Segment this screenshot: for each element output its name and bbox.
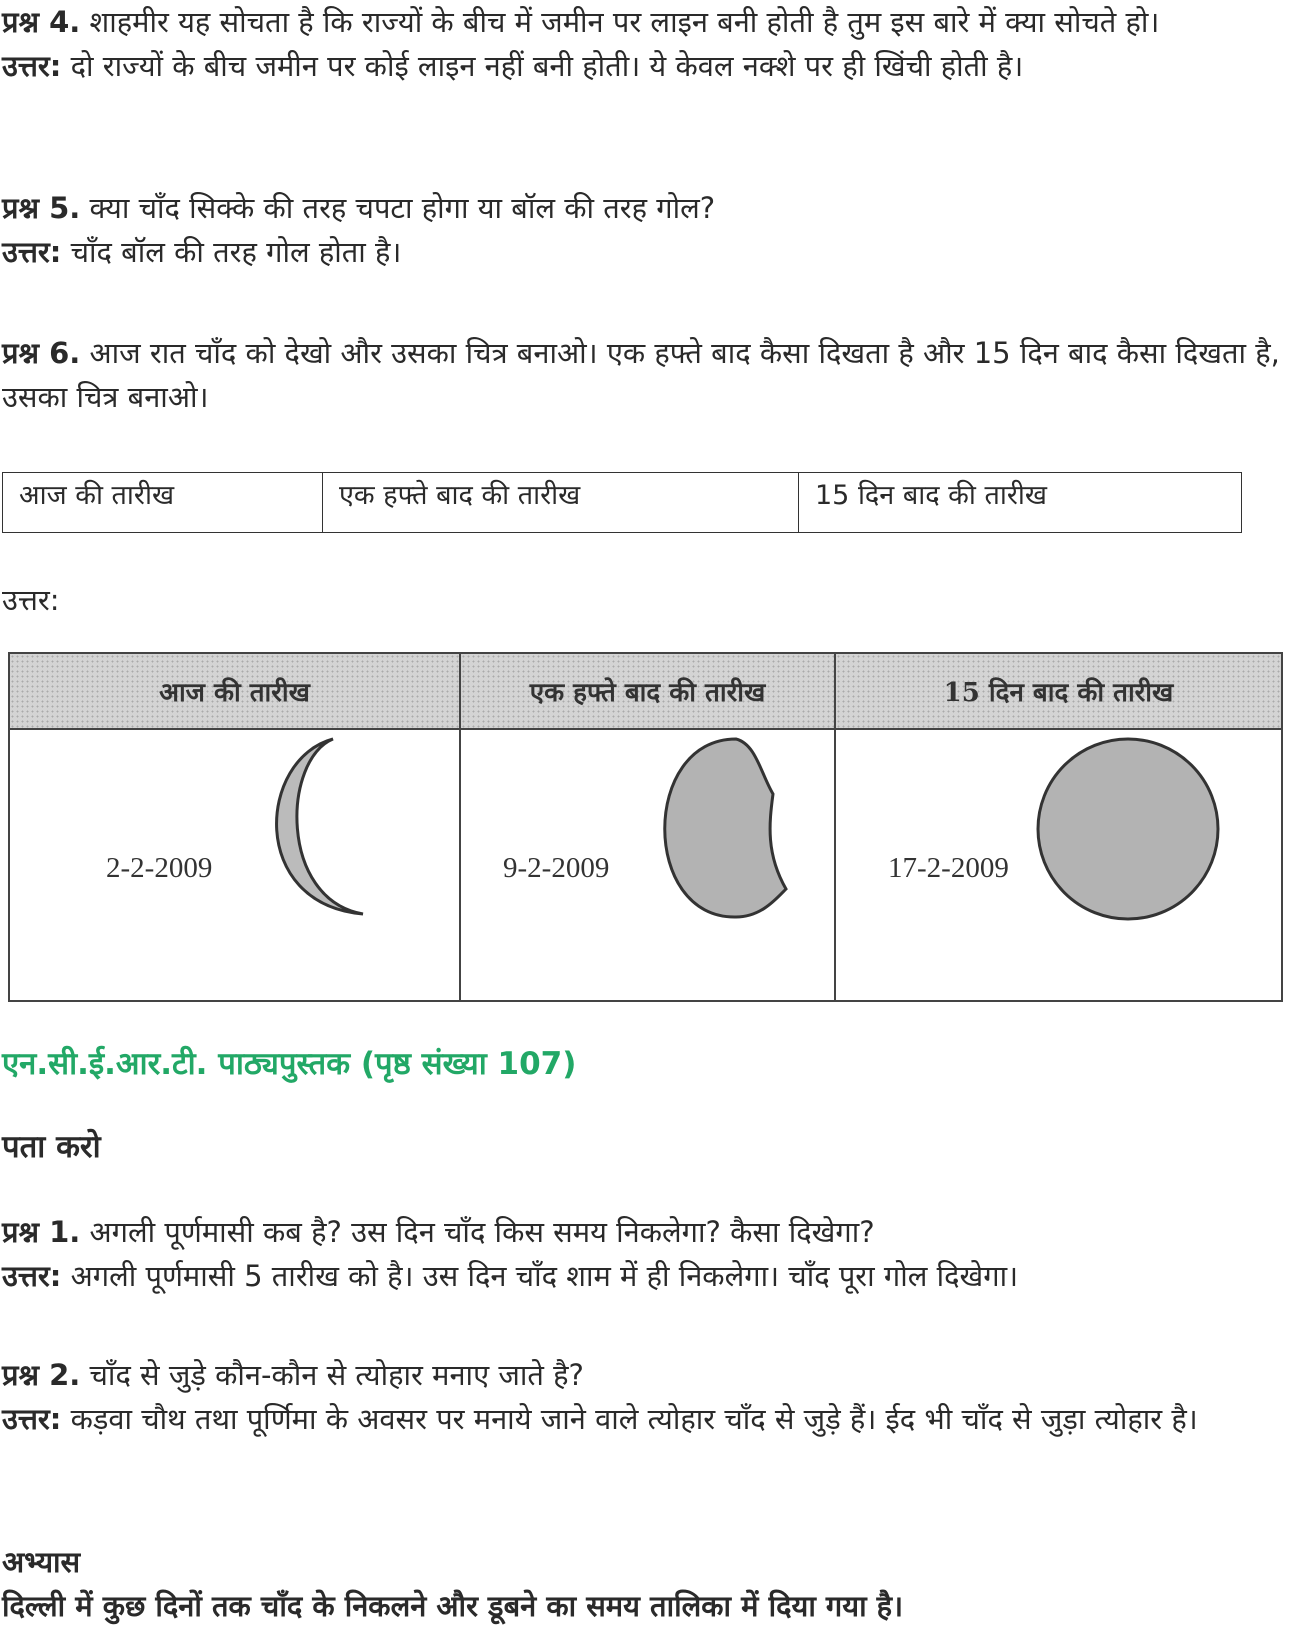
full-moon-icon — [1036, 734, 1226, 924]
date-label: 17-2-2009 — [888, 852, 1009, 884]
figure-column-week — [461, 654, 836, 1000]
moon-phase-figure — [8, 652, 1283, 1002]
question-label: प्रश्न 6. — [2, 336, 81, 370]
question-label: प्रश्न 1. — [2, 1215, 81, 1249]
question-4 — [2, 0, 1293, 88]
gibbous-moon-icon — [641, 734, 801, 924]
question-text: चाँद से जुड़े कौन-कौन से त्योहार मनाए जाते है? — [89, 1358, 584, 1392]
figure-header: 15 दिन बाद की तारीख — [836, 654, 1281, 730]
table-header-today: आज की तारीख — [3, 473, 323, 532]
question-text: क्या चाँद सिक्के की तरह चपटा होगा या बॉल की तरह गोल? — [89, 191, 716, 225]
answer-text: दो राज्यों के बीच जमीन पर कोई लाइन नहीं बनी होती। ये केवल नक्शे पर ही खिंची होती है। — [70, 49, 1024, 83]
exercise-text: दिल्ली में कुछ दिनों तक चाँद के निकलने और डूबने का समय तालिका में दिया गया है। — [2, 1589, 904, 1623]
question-label: प्रश्न 2. — [2, 1358, 81, 1392]
answer-label: उत्तर: — [2, 583, 60, 617]
answer-text: अगली पूर्णमासी 5 तारीख को है। उस दिन चाँद शाम में ही निकलेगा। चाँद पूरा गोल दिखेगा। — [70, 1259, 1019, 1293]
blank-date-table — [2, 472, 1242, 533]
question-text: अगली पूर्णमासी कब है? उस दिन चाँद किस समय निकलेगा? कैसा दिखेगा? — [89, 1215, 875, 1249]
date-label: 2-2-2009 — [106, 852, 213, 884]
question-text: शाहमीर यह सोचता है कि राज्यों के बीच में जमीन पर लाइन बनी होती है तुम इस बारे में क्या सोचते हो। — [89, 5, 1160, 39]
answer-text: चाँद बॉल की तरह गोल होता है। — [70, 235, 402, 269]
question-text: आज रात चाँद को देखो और उसका चित्र बनाओ। एक हफ्ते बाद कैसा दिखता है और 15 दिन बाद कैसा दिखता है, उसका चित्र बनाओ। — [2, 336, 1280, 414]
question-6 — [2, 331, 1293, 419]
date-label: 9-2-2009 — [503, 852, 610, 884]
answer-text: कड़वा चौथ तथा पूर्णिमा के अवसर पर मनाये जाने वाले त्योहार चाँद से जुड़े हैं। ईद भी चाँद से जुड़ा त्योहार है। — [70, 1402, 1198, 1436]
find-out-question-1 — [2, 1210, 1293, 1298]
question-5 — [2, 186, 1293, 274]
subheading: पता करो — [2, 1129, 101, 1165]
question-label: प्रश्न 5. — [2, 191, 81, 225]
answer-label: उत्तर: — [2, 1259, 62, 1293]
table-header-15days: 15 दिन बाद की तारीख — [815, 480, 1047, 511]
section-heading: एन.सी.ई.आर.टी. पाठ्यपुस्तक (पृष्ठ संख्या 107) — [2, 1046, 577, 1082]
figure-column-15days — [836, 654, 1281, 1000]
answer-label: उत्तर: — [2, 49, 62, 83]
answer-label: उत्तर: — [2, 1402, 62, 1436]
figure-header: आज की तारीख — [10, 654, 459, 730]
find-out-question-2 — [2, 1353, 1293, 1441]
answer-label: उत्तर: — [2, 235, 62, 269]
table-header-week: एक हफ्ते बाद की तारीख — [323, 473, 799, 532]
crescent-moon-icon — [238, 734, 378, 924]
figure-column-today — [10, 654, 461, 1000]
exercise-heading: अभ्यास — [2, 1545, 81, 1579]
question-label: प्रश्न 4. — [2, 5, 81, 39]
figure-header: एक हफ्ते बाद की तारीख — [461, 654, 834, 730]
